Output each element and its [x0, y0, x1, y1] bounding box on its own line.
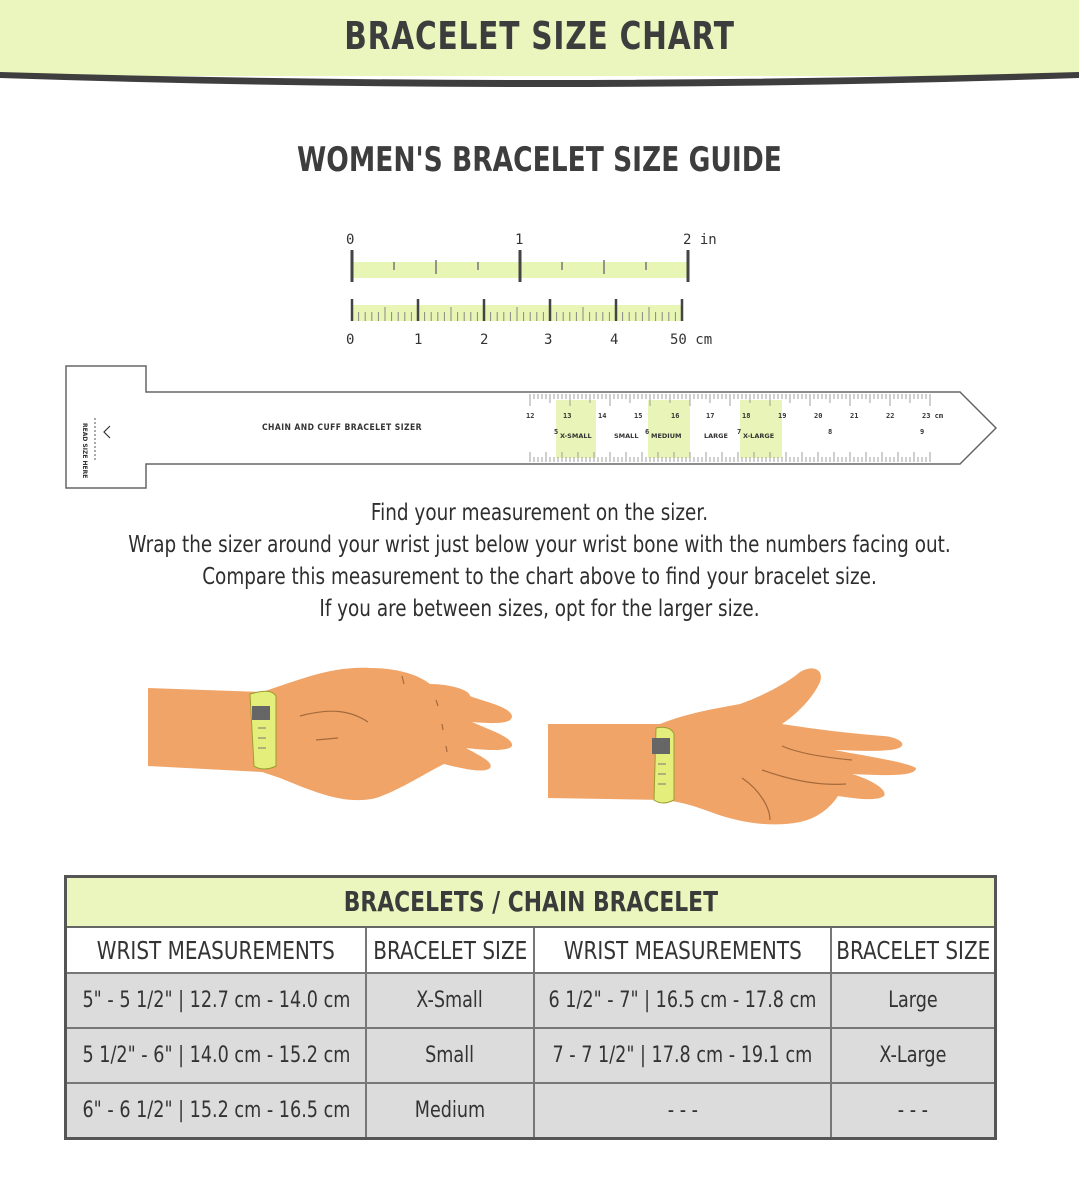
cm-label-50: 50 cm [670, 332, 713, 348]
table-cell: - - - [535, 1084, 832, 1137]
instruction-line-2: Wrap the sizer around your wrist just below your wrist bone with the numbers facing out. [128, 532, 951, 558]
sizer-inch-6: 6 [645, 428, 650, 436]
table-row [67, 974, 994, 1029]
left-hand-illustration [148, 668, 512, 800]
table-row [67, 1029, 994, 1084]
sizer-inch-9: 9 [920, 428, 925, 436]
table-cell: 6 1/2" - 7" | 16.5 cm - 17.8 cm [535, 974, 832, 1027]
table-header-cell: WRIST MEASUREMENTS [67, 928, 367, 972]
sizer-size-xsmall: X-SMALL [560, 432, 592, 440]
sizer-cm-16: 16 [671, 412, 680, 420]
table-title: BRACELETS / CHAIN BRACELET [67, 878, 994, 928]
inch-label-2: 2 in [683, 232, 717, 248]
table-header-cell: BRACELET SIZE [367, 928, 535, 972]
table-header-cell: WRIST MEASUREMENTS [535, 928, 832, 972]
sizer-inch-8: 8 [828, 428, 833, 436]
size-table [64, 875, 997, 1140]
sizer-cm-17: 17 [706, 412, 715, 420]
inch-label-1: 1 [515, 232, 524, 248]
sizer-size-xlarge: X-LARGE [743, 432, 775, 440]
table-cell: X-Small [367, 974, 535, 1027]
paper-sizer [66, 366, 996, 488]
instruction-line-1: Find your measurement on the sizer. [370, 500, 709, 526]
sizer-inch-5: 5 [554, 428, 559, 436]
sizer-cm-14: 14 [598, 412, 607, 420]
table-header-row [67, 928, 994, 974]
sizer-size-small: SMALL [614, 432, 639, 440]
right-hand-illustration [548, 668, 916, 824]
table-cell: X-Large [879, 1043, 947, 1068]
page-title: BRACELET SIZE CHART [344, 14, 735, 58]
sizer-cm-20: 20 [814, 412, 823, 420]
read-size-here-label: READ SIZE HERE [81, 423, 88, 479]
cm-ruler [352, 299, 682, 321]
instruction-line-4: If you are between sizes, opt for the larger size. [319, 596, 760, 622]
table-cell: Medium [367, 1084, 535, 1137]
table-header-cell: BRACELET SIZE [835, 935, 991, 965]
table-cell: Large [888, 988, 938, 1013]
sizer-cm-12: 12 [526, 412, 535, 420]
cm-label-0: 0 [346, 332, 355, 348]
sizer-cm-23: 23 cm [922, 412, 944, 420]
table-cell: 5" - 5 1/2" | 12.7 cm - 14.0 cm [67, 974, 367, 1027]
sizer-cm-21: 21 [850, 412, 859, 420]
inch-ruler [352, 250, 688, 282]
instruction-line-3: Compare this measurement to the chart above to find your bracelet size. [202, 564, 877, 590]
sizer-cm-13: 13 [563, 412, 572, 420]
sizer-size-large: LARGE [704, 432, 728, 440]
sizer-cm-18: 18 [742, 412, 751, 420]
table-cell: - - - [897, 1098, 929, 1123]
sizer-cm-19: 19 [778, 412, 787, 420]
sizer-inch-7: 7 [737, 428, 742, 436]
sizer-cm-15: 15 [634, 412, 643, 420]
sizer-label: CHAIN AND CUFF BRACELET SIZER [262, 423, 422, 433]
table-cell: 6" - 6 1/2" | 15.2 cm - 16.5 cm [67, 1084, 367, 1137]
cm-label-4: 4 [610, 332, 619, 348]
inch-label-0: 0 [346, 232, 355, 248]
table-cell: 7 - 7 1/2" | 17.8 cm - 19.1 cm [535, 1029, 832, 1082]
sizer-size-medium: MEDIUM [651, 432, 682, 440]
table-cell: 5 1/2" - 6" | 14.0 cm - 15.2 cm [67, 1029, 367, 1082]
sizer-cm-22: 22 [886, 412, 895, 420]
guide-title: WOMEN'S BRACELET SIZE GUIDE [297, 140, 782, 180]
cm-label-1: 1 [414, 332, 423, 348]
table-row [67, 1084, 994, 1137]
table-cell: Small [367, 1029, 535, 1082]
cm-label-3: 3 [544, 332, 553, 348]
cm-label-2: 2 [480, 332, 489, 348]
